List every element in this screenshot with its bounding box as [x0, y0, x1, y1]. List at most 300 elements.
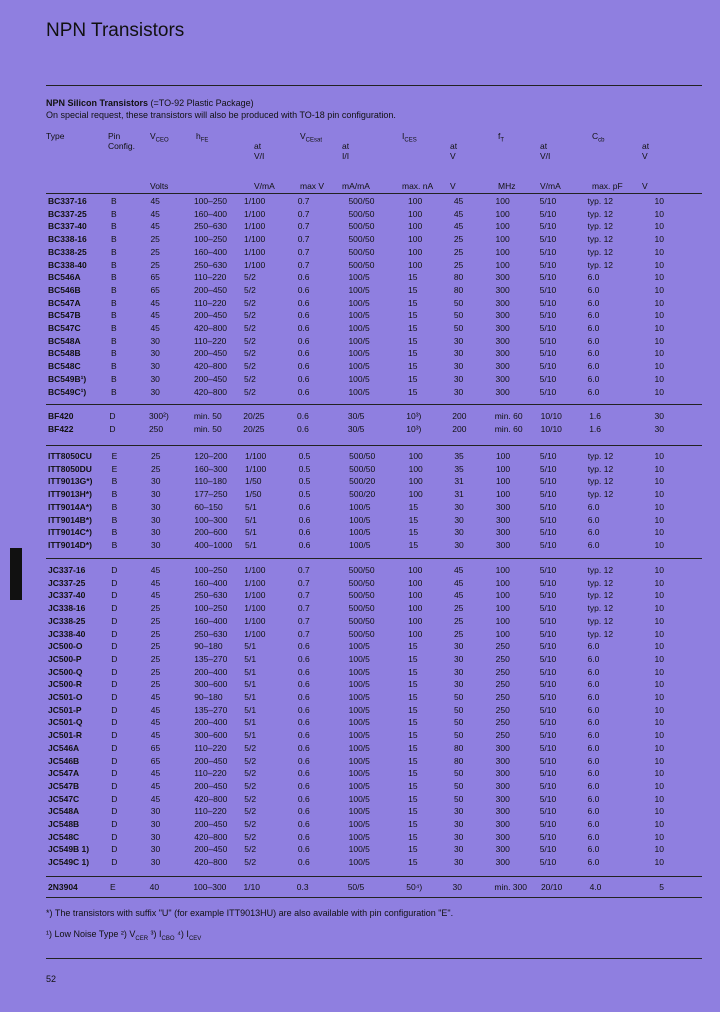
- cell-ccb: 6.0: [587, 527, 600, 538]
- unit-maxv: max V: [300, 181, 325, 191]
- header-ices-sub: CES: [404, 137, 417, 144]
- header-ccb-label: C: [592, 131, 599, 141]
- cell-ft-at: 5/10: [539, 704, 557, 715]
- cell-ices-at: 25: [453, 246, 464, 257]
- cell-ccb-at: 10: [654, 539, 664, 550]
- cell-ices-at: 200: [452, 423, 467, 434]
- cell-ices: 15: [407, 361, 418, 372]
- cell-ices: 15: [408, 819, 418, 830]
- cell-ccb-at: 10: [654, 297, 664, 308]
- cell-type: BC338-25: [48, 246, 87, 257]
- cell-ices-at: 30: [453, 641, 464, 652]
- cell-ft: 100: [495, 234, 510, 245]
- cell-hfe: 200–450: [194, 755, 228, 766]
- cell-ices-at: 30: [454, 514, 464, 525]
- cell-vcesat-at: 500/50: [348, 565, 375, 575]
- cell-ccb: typ. 12: [587, 489, 614, 500]
- cell-ccb: 6.0: [587, 272, 600, 283]
- cell-ices: 15: [408, 717, 418, 728]
- cell-ft-at: 5/10: [539, 717, 557, 728]
- cell-ft: 300: [495, 831, 510, 842]
- cell-vcesat: 0.7: [297, 603, 310, 614]
- cell-ccb: 6.0: [587, 755, 600, 766]
- cell-vcesat-at: 100/5: [348, 704, 370, 715]
- cell-vceo: 25: [150, 666, 161, 677]
- cell-ices-at: 25: [453, 603, 464, 614]
- cell-pin: B: [110, 196, 117, 206]
- cell-type: ITT9014D*): [48, 539, 92, 550]
- cell-hfe-at: 1/50: [244, 476, 262, 487]
- table-group-jc: [46, 564, 666, 869]
- cell-vcesat: 0.6: [297, 348, 310, 359]
- table-row: [46, 463, 666, 476]
- cell-ft-at: 5/10: [539, 577, 557, 588]
- cell-ft-at: 5/10: [539, 692, 557, 703]
- cell-ccb: 6.0: [587, 679, 600, 690]
- cell-ccb: typ. 12: [587, 259, 614, 270]
- cell-ices: 100: [408, 577, 423, 588]
- table-row: [46, 246, 666, 259]
- cell-ft: 300: [495, 857, 510, 868]
- cell-ccb-at: 10: [654, 819, 664, 830]
- cell-pin: D: [111, 565, 118, 575]
- cell-ices-at: 31: [454, 489, 464, 500]
- cell-ices-at: 35: [454, 463, 464, 474]
- cell-vceo: 30: [150, 857, 161, 868]
- cell-ft: 300: [495, 768, 510, 779]
- cell-ft-at: 5/10: [539, 679, 557, 690]
- cell-hfe: 200–400: [194, 666, 228, 677]
- cell-type: JC548A: [48, 806, 80, 817]
- cell-pin: D: [111, 730, 118, 741]
- cell-type: ITT9013G*): [48, 476, 93, 487]
- cell-ices: 100: [408, 463, 423, 474]
- cell-type: ITT9014A*): [48, 501, 92, 512]
- cell-ccb: typ. 12: [587, 565, 614, 575]
- cell-vcesat-at: 100/5: [348, 361, 370, 372]
- cell-hfe-at: 5/2: [244, 768, 257, 779]
- table-row: [46, 805, 666, 818]
- cell-ccb-at: 10: [654, 755, 664, 766]
- cell-vcesat: 0.6: [297, 730, 310, 741]
- cell-vcesat: 0.7: [297, 615, 310, 626]
- cell-vcesat: 0.6: [297, 386, 310, 397]
- header-ices: [402, 131, 417, 144]
- table-row: [46, 742, 666, 755]
- table-row: [46, 691, 666, 704]
- cell-type: JC500-O: [48, 641, 83, 652]
- cell-ices-at: 50: [453, 768, 464, 779]
- cell-vcesat-at: 100/5: [348, 780, 370, 791]
- cell-ices-at: 30: [453, 361, 464, 372]
- cell-ft-at: 5/10: [539, 615, 557, 626]
- cell-ft-at: 5/10: [539, 806, 557, 817]
- cell-ft: 100: [495, 615, 510, 626]
- cell-type: JC337-40: [48, 590, 86, 601]
- cell-vcesat: 0.3: [296, 882, 309, 892]
- cell-pin: B: [110, 348, 117, 359]
- footnote-numbered: [46, 929, 201, 942]
- cell-vcesat-at: 100/5: [349, 539, 371, 550]
- cell-ccb-at: 10: [654, 348, 664, 359]
- cell-ices: 100: [408, 489, 423, 500]
- header-hfe-label: h: [196, 131, 201, 141]
- cell-ices: 100: [407, 221, 423, 232]
- cell-ices-at: 30: [453, 335, 464, 346]
- cell-ccb: 6.0: [587, 297, 600, 308]
- header-vceo-label: V: [150, 131, 156, 141]
- cell-ices: 15: [408, 793, 418, 804]
- cell-ccb-at: 10: [654, 501, 664, 512]
- cell-ft-at: 5/10: [539, 844, 557, 855]
- header-ccb: [592, 131, 604, 144]
- cell-ccb-at: 10: [654, 806, 664, 817]
- cell-vceo: 25: [150, 641, 161, 652]
- cell-type: JC500-Q: [48, 666, 83, 677]
- cell-hfe-at: 1/100: [244, 628, 266, 639]
- footnote-b-sub: CBO: [161, 935, 175, 942]
- cell-ft-at: 5/10: [539, 857, 557, 868]
- cell-type: JC337-16: [48, 565, 86, 575]
- cell-ices: 15: [407, 348, 418, 359]
- cell-ccb-at: 10: [654, 793, 664, 804]
- cell-ices: 15: [407, 272, 418, 283]
- cell-ices: 15: [408, 730, 418, 741]
- cell-ices-at: 30: [453, 348, 464, 359]
- cell-ft: 300: [495, 284, 510, 295]
- cell-vcesat: 0.7: [297, 208, 310, 219]
- cell-pin: D: [111, 844, 118, 855]
- cell-type: JC501-Q: [48, 717, 83, 728]
- cell-type: JC338-40: [48, 628, 86, 639]
- cell-ccb: typ. 12: [587, 221, 614, 232]
- cell-vcesat-at: 100/5: [348, 653, 370, 664]
- cell-ft: 300: [495, 501, 511, 512]
- table-row: [46, 793, 666, 806]
- unit-vma: V/mA: [254, 181, 275, 191]
- cell-ft: 250: [495, 704, 510, 715]
- cell-vcesat: 0.6: [297, 742, 310, 753]
- cell-ft: 100: [495, 208, 510, 219]
- cell-ices-at: 30: [454, 501, 464, 512]
- cell-ft-at: 5/10: [539, 653, 557, 664]
- cell-ft: min. 300: [494, 882, 527, 892]
- table-row: [46, 410, 666, 423]
- cell-pin: D: [111, 666, 118, 677]
- cell-vceo: 45: [150, 730, 161, 741]
- cell-pin: B: [110, 234, 117, 245]
- cell-ft: 100: [495, 196, 510, 206]
- cell-hfe-at: 5/1: [244, 679, 257, 690]
- cell-vcesat-at: 500/50: [348, 628, 375, 639]
- cell-hfe: 250–630: [194, 590, 228, 601]
- cell-hfe: min. 50: [193, 411, 222, 421]
- cell-hfe-at: 5/2: [243, 272, 256, 283]
- cell-ccb: 6.0: [587, 780, 600, 791]
- cell-vcesat: 0.6: [297, 679, 310, 690]
- cell-ccb-at: 30: [654, 423, 664, 434]
- cell-vcesat: 0.7: [297, 259, 310, 270]
- cell-hfe: 420–800: [193, 386, 228, 397]
- cell-vceo: 25: [150, 653, 161, 664]
- cell-ft: 100: [495, 246, 510, 257]
- cell-hfe: 420–800: [193, 361, 228, 372]
- cell-hfe-at: 5/2: [244, 844, 257, 855]
- cell-vceo: 30: [150, 361, 160, 372]
- cell-vcesat: 0.6: [297, 272, 310, 283]
- cell-ices-at: 30: [453, 819, 464, 830]
- header-pin: Pin: [108, 131, 121, 141]
- cell-vcesat-at: 100/5: [348, 806, 370, 817]
- cell-pin: D: [111, 819, 118, 830]
- cell-ccb-at: 10: [654, 272, 664, 283]
- cell-ft: 250: [495, 679, 510, 690]
- cell-pin: D: [111, 806, 118, 817]
- cell-hfe-at: 1/100: [244, 603, 266, 614]
- cell-vceo: 25: [150, 246, 160, 257]
- header-vceo: [150, 131, 169, 144]
- cell-vcesat: 0.7: [297, 628, 310, 639]
- table-row: [46, 335, 666, 348]
- cell-vcesat: 0.6: [298, 539, 311, 550]
- cell-ices-at: 30: [453, 666, 464, 677]
- cell-ccb-at: 10: [654, 780, 664, 791]
- cell-vcesat: 0.7: [297, 577, 310, 588]
- cell-pin: D: [111, 603, 118, 614]
- cell-type: JC548B: [48, 819, 80, 830]
- header-ft: [498, 131, 504, 144]
- cell-pin: D: [111, 831, 118, 842]
- cell-vceo: 30: [151, 527, 161, 538]
- cell-vcesat-at: 100/5: [348, 692, 370, 703]
- cell-ft-at: 5/10: [539, 514, 557, 525]
- cell-ccb-at: 10: [654, 857, 664, 868]
- cell-vcesat-at: 30/5: [347, 411, 365, 421]
- cell-type: BC546A: [48, 272, 81, 283]
- cell-ccb-at: 10: [654, 628, 664, 639]
- cell-type: JC547B: [48, 780, 80, 791]
- cell-ft-at: 5/10: [539, 730, 557, 741]
- cell-vceo: 65: [150, 272, 160, 283]
- cell-ft: 100: [495, 451, 511, 461]
- cell-vceo: 45: [150, 577, 161, 588]
- header-at5: at: [642, 141, 650, 151]
- table-row: [46, 666, 666, 679]
- cell-vceo: 30: [150, 831, 161, 842]
- cell-pin: D: [111, 653, 118, 664]
- cell-ft: 300: [495, 386, 510, 397]
- cell-hfe-at: 1/100: [243, 221, 266, 232]
- cell-ccb: 6.0: [587, 539, 600, 550]
- cell-ices: 15: [408, 831, 418, 842]
- unit-vma2: V/mA: [540, 181, 561, 191]
- cell-hfe-at: 5/2: [244, 819, 257, 830]
- top-rule: [46, 85, 702, 86]
- cell-ft-at: 5/10: [539, 527, 557, 538]
- cell-hfe-at: 5/1: [244, 641, 257, 652]
- header-config: Config.: [108, 141, 135, 151]
- table-row: [46, 488, 666, 501]
- cell-vcesat-at: 100/5: [348, 730, 370, 741]
- cell-vcesat: 0.6: [297, 361, 310, 372]
- cell-ft-at: 20/10: [540, 882, 563, 892]
- table-row: [46, 767, 666, 780]
- table-row: [46, 716, 666, 729]
- cell-ft-at: 5/10: [539, 335, 557, 346]
- cell-vcesat: 0.6: [298, 514, 311, 525]
- cell-ccb-at: 10: [654, 730, 664, 741]
- cell-type: ITT9014B*): [48, 514, 92, 525]
- cell-type: JC501-P: [48, 704, 82, 715]
- cell-hfe: 100–250: [194, 603, 228, 614]
- cell-type: BF420: [48, 411, 74, 421]
- section-marker: [10, 548, 22, 600]
- cell-ft-at: 5/10: [539, 793, 557, 804]
- table-row: [46, 526, 666, 539]
- header-at3: at: [450, 141, 458, 151]
- cell-ccb: 6.0: [587, 717, 600, 728]
- cell-vcesat-at: 500/50: [348, 259, 375, 270]
- cell-hfe-at: 1/100: [243, 208, 266, 219]
- cell-ices: 15: [407, 284, 418, 295]
- cell-vcesat: 0.5: [298, 463, 311, 474]
- cell-ccb-at: 10: [654, 323, 664, 334]
- cell-ft-at: 5/10: [539, 208, 557, 219]
- cell-ft-at: 5/10: [539, 386, 557, 397]
- cell-ccb-at: 10: [654, 527, 664, 538]
- cell-ft-at: 5/10: [539, 565, 557, 575]
- cell-ices-at: 50: [453, 692, 464, 703]
- cell-hfe-at: 5/2: [243, 361, 256, 372]
- cell-ccb-at: 10: [654, 489, 664, 500]
- cell-vceo: 25: [150, 628, 161, 639]
- cell-ccb: 6.0: [587, 514, 600, 525]
- cell-ices-at: 50: [453, 310, 464, 321]
- table-group-itt: [46, 450, 666, 552]
- cell-ices: 15: [408, 742, 418, 753]
- cell-vceo: 45: [150, 565, 161, 575]
- table-row: [46, 271, 666, 284]
- cell-ices-at: 200: [452, 411, 467, 421]
- cell-pin: B: [110, 361, 117, 372]
- cell-type: JC549C 1): [48, 857, 90, 868]
- footnote-a: ¹) Low Noise Type ²) V: [46, 929, 136, 939]
- cell-ccb-at: 10: [654, 451, 664, 461]
- cell-vceo: 65: [150, 742, 161, 753]
- cell-pin: B: [110, 221, 117, 232]
- cell-ccb-at: 10: [654, 641, 664, 652]
- cell-vcesat-at: 500/50: [349, 451, 376, 461]
- table-row: [46, 284, 666, 297]
- cell-pin: B: [110, 373, 117, 384]
- cell-vcesat: 0.6: [298, 501, 311, 512]
- cell-vcesat-at: 500/50: [348, 590, 375, 601]
- cell-hfe: 420–800: [194, 831, 228, 842]
- cell-ft: 100: [495, 463, 511, 474]
- cell-type: ITT9013H*): [48, 489, 92, 500]
- cell-ft: 300: [495, 806, 510, 817]
- cell-ccb: typ. 12: [587, 208, 614, 219]
- cell-vceo: 30: [150, 335, 160, 346]
- cell-type: JC337-25: [48, 577, 86, 588]
- cell-ccb-at: 10: [654, 844, 664, 855]
- header-ccb-sub: cb: [598, 137, 605, 144]
- cell-ices: 15: [408, 692, 418, 703]
- cell-hfe-at: 1/100: [243, 196, 266, 206]
- cell-pin: E: [111, 451, 118, 461]
- cell-ccb-at: 10: [654, 742, 664, 753]
- cell-hfe-at: 5/2: [244, 755, 257, 766]
- cell-vceo: 45: [150, 768, 161, 779]
- table-row: [46, 514, 666, 527]
- subtitle-package: (=TO-92 Plastic Package): [150, 98, 254, 108]
- cell-ices: 15: [408, 857, 418, 868]
- table-row: [46, 615, 666, 628]
- cell-hfe-at: 20/25: [243, 411, 265, 421]
- cell-ices: 100: [407, 196, 423, 206]
- cell-vceo: 45: [150, 590, 161, 601]
- cell-ices: 15: [407, 335, 418, 346]
- cell-vceo: 300²): [148, 411, 169, 421]
- cell-pin: B: [111, 489, 118, 500]
- cell-ccb-at: 10: [654, 704, 664, 715]
- cell-vceo: 30: [150, 386, 160, 397]
- header-at2-cond: I/I: [342, 151, 350, 161]
- cell-ices-at: 30: [453, 386, 464, 397]
- cell-hfe-at: 5/2: [243, 348, 256, 359]
- cell-vceo: 25: [150, 234, 160, 245]
- cell-pin: D: [109, 411, 116, 421]
- cell-vceo: 30: [150, 819, 161, 830]
- cell-hfe: 300–600: [194, 730, 228, 741]
- cell-type: BC547B: [48, 310, 81, 321]
- cell-vceo: 25: [150, 603, 161, 614]
- cell-vcesat-at: 100/5: [348, 310, 370, 321]
- cell-vcesat: 0.6: [297, 831, 310, 842]
- footnote-c-sub: CEV: [188, 935, 202, 942]
- cell-ft: 100: [495, 603, 510, 614]
- cell-vcesat-at: 100/5: [348, 335, 370, 346]
- cell-type: 2N3904: [48, 882, 78, 892]
- cell-pin: D: [111, 679, 118, 690]
- cell-pin: B: [111, 514, 118, 525]
- cell-vceo: 45: [150, 208, 160, 219]
- cell-type: BC549C¹): [48, 386, 87, 397]
- cell-hfe: 420–800: [193, 323, 228, 334]
- cell-vcesat-at: 100/5: [348, 831, 370, 842]
- cell-pin: E: [109, 882, 116, 892]
- cell-ices-at: 45: [453, 577, 464, 588]
- cell-ices-at: 25: [453, 234, 464, 245]
- cell-ccb: typ. 12: [587, 590, 614, 601]
- cell-ft: 300: [495, 272, 510, 283]
- cell-hfe-at: 1/100: [244, 577, 266, 588]
- cell-ices: 100: [408, 451, 423, 461]
- cell-hfe: 200–600: [194, 527, 228, 538]
- cell-type: BC549B¹): [48, 373, 87, 384]
- cell-hfe: 60–150: [194, 501, 223, 512]
- cell-type: ITT9014C*): [48, 527, 92, 538]
- cell-ft: 300: [495, 755, 510, 766]
- cell-ft-at: 5/10: [539, 755, 557, 766]
- header-hfe-sub: FE: [200, 137, 209, 144]
- cell-hfe: 100–250: [194, 565, 228, 575]
- cell-ices: 15: [408, 755, 418, 766]
- cell-ccb: typ. 12: [587, 577, 614, 588]
- cell-vceo: 250: [148, 423, 164, 434]
- cell-ft: 300: [495, 297, 510, 308]
- cell-pin: D: [111, 780, 118, 791]
